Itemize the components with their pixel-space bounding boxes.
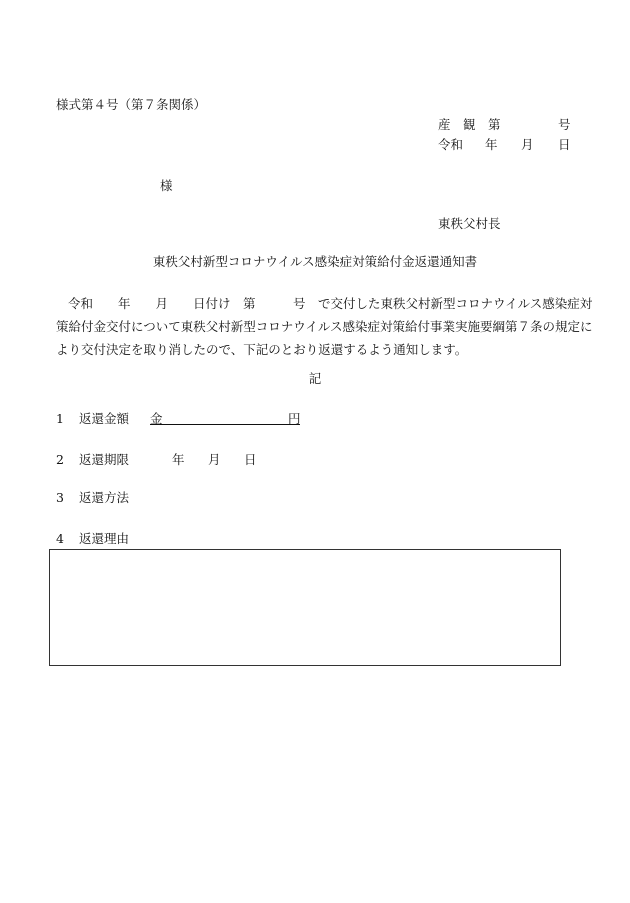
document-number-suffix: 号 (558, 117, 571, 132)
amount-prefix: 金 (150, 411, 163, 426)
body-line-2: 策給付金交付について東秩父村新型コロナウイルス感染症対策給付事業実施要綱第７条の規定に (56, 319, 593, 334)
amount-suffix: 円 (288, 411, 301, 426)
issue-date-row (438, 139, 570, 153)
ki-heading: 記 (308, 371, 322, 386)
item-label: 返還方法 (79, 490, 130, 505)
document-number-prefix: 産 観 第 (438, 117, 501, 132)
item-return-deadline (56, 454, 576, 468)
item-label: 返還理由 (79, 531, 130, 546)
body-line-1: 令和 年 月 日付け 第 号 で交付した東秩父村新型コロナウイルス感染症対 (68, 296, 593, 311)
deadline-day: 日 (244, 452, 257, 467)
item-number: 2 (56, 452, 64, 467)
document-number-row (438, 119, 570, 133)
item-label: 返還金額 (79, 411, 130, 426)
document-title: 東秩父村新型コロナウイルス感染症対策給付金返還通知書 (152, 254, 478, 269)
return-reason-box[interactable] (49, 549, 561, 666)
sender-name: 東秩父村長 (438, 216, 501, 231)
item-number: 1 (56, 411, 64, 426)
amount-underline (150, 424, 300, 425)
item-number: 3 (56, 490, 64, 505)
deadline-month: 月 (208, 452, 221, 467)
item-return-reason (56, 533, 576, 547)
deadline-year: 年 (172, 452, 185, 467)
recipient-honorific: 様 (160, 178, 173, 193)
body-paragraph (56, 292, 593, 361)
issue-date-day: 日 (558, 137, 571, 152)
issue-date-era: 令和 (438, 137, 464, 152)
item-return-method (56, 492, 576, 506)
issue-date-year: 年 (485, 137, 498, 152)
body-line-3: より交付決定を取り消したので、下記のとおり返還するよう通知します。 (56, 342, 468, 357)
item-label: 返還期限 (79, 452, 130, 467)
item-number: 4 (56, 531, 64, 546)
form-number: 様式第４号（第７条関係） (56, 97, 207, 112)
issue-date-month: 月 (521, 137, 534, 152)
item-return-amount (56, 413, 576, 427)
